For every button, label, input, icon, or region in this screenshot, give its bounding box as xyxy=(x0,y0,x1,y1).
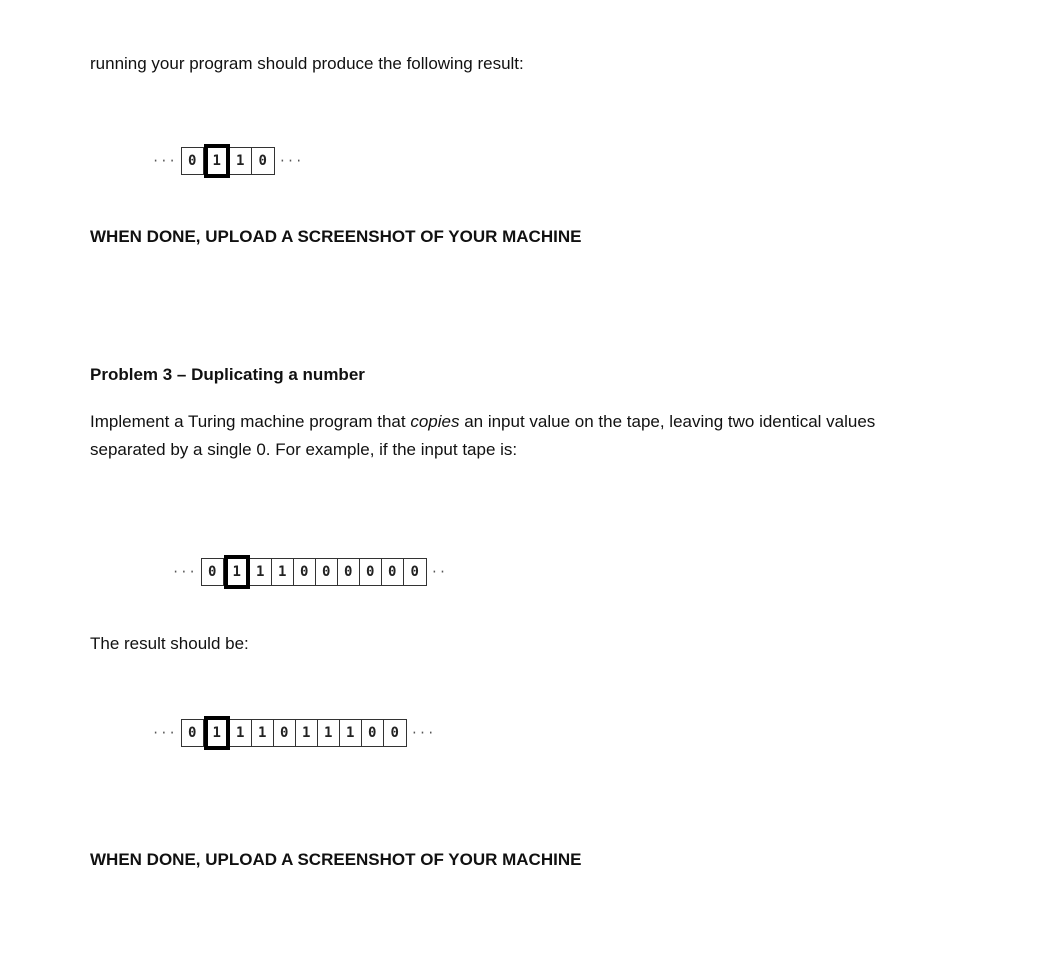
tape-cell: 0 xyxy=(360,559,382,585)
tape-cells xyxy=(181,147,275,175)
intro-text: running your program should produce the following result: xyxy=(90,54,524,73)
problem-3-title: Problem 3 – Duplicating a number xyxy=(90,365,365,384)
tape-cell: 1 xyxy=(230,148,252,174)
tape-left-ellipsis: ··· xyxy=(172,565,197,579)
description-emphasis: copies xyxy=(410,412,460,431)
tape-cell: 1 xyxy=(340,720,362,746)
tape-right-ellipsis: ··· xyxy=(410,726,436,740)
tape-cell: 0 xyxy=(390,725,399,741)
tape-result-2 xyxy=(152,716,435,750)
tape-cell: 1 xyxy=(296,720,318,746)
tape-cell: 0 xyxy=(274,720,296,746)
tape-cell: 0 xyxy=(338,559,360,585)
tape-cells xyxy=(201,558,427,586)
tape-cell: 1 xyxy=(318,720,340,746)
tape-right-ellipsis: ·· xyxy=(430,565,448,579)
tape-cell: 0 xyxy=(382,559,404,585)
tape-head-cell: 1 xyxy=(204,144,230,178)
tape-cell: 1 xyxy=(230,720,252,746)
tape-cell: 0 xyxy=(410,564,419,580)
tape-cells xyxy=(181,719,407,747)
tape-right-ellipsis: ··· xyxy=(278,154,304,168)
tape-cell: 1 xyxy=(250,559,272,585)
tape-cell: 1 xyxy=(252,720,274,746)
tape-result-1 xyxy=(152,144,303,178)
tape-cell: 0 xyxy=(362,720,384,746)
tape-head-cell: 1 xyxy=(224,555,250,589)
tape-cell: 1 xyxy=(272,559,294,585)
upload-notice-1: WHEN DONE, UPLOAD A SCREENSHOT OF YOUR MACHINE xyxy=(90,227,582,246)
problem-3-description xyxy=(90,408,950,464)
tape-cell: 0 xyxy=(202,559,224,585)
upload-notice-2: WHEN DONE, UPLOAD A SCREENSHOT OF YOUR MACHINE xyxy=(90,850,582,869)
tape-head-cell: 1 xyxy=(204,716,230,750)
description-text: an input value on the tape, leaving two identical values separated by a single 0. For example, if the input tape is: xyxy=(90,412,876,459)
tape-input xyxy=(172,555,447,589)
tape-cell: 0 xyxy=(316,559,338,585)
description-text: Implement a Turing machine program that xyxy=(90,412,411,431)
tape-left-ellipsis: ··· xyxy=(152,154,177,168)
tape-cell: 0 xyxy=(182,720,204,746)
tape-cell: 0 xyxy=(258,153,267,169)
result-label: The result should be: xyxy=(90,634,249,653)
tape-left-ellipsis: ··· xyxy=(152,726,177,740)
tape-cell: 0 xyxy=(294,559,316,585)
tape-cell: 0 xyxy=(182,148,204,174)
